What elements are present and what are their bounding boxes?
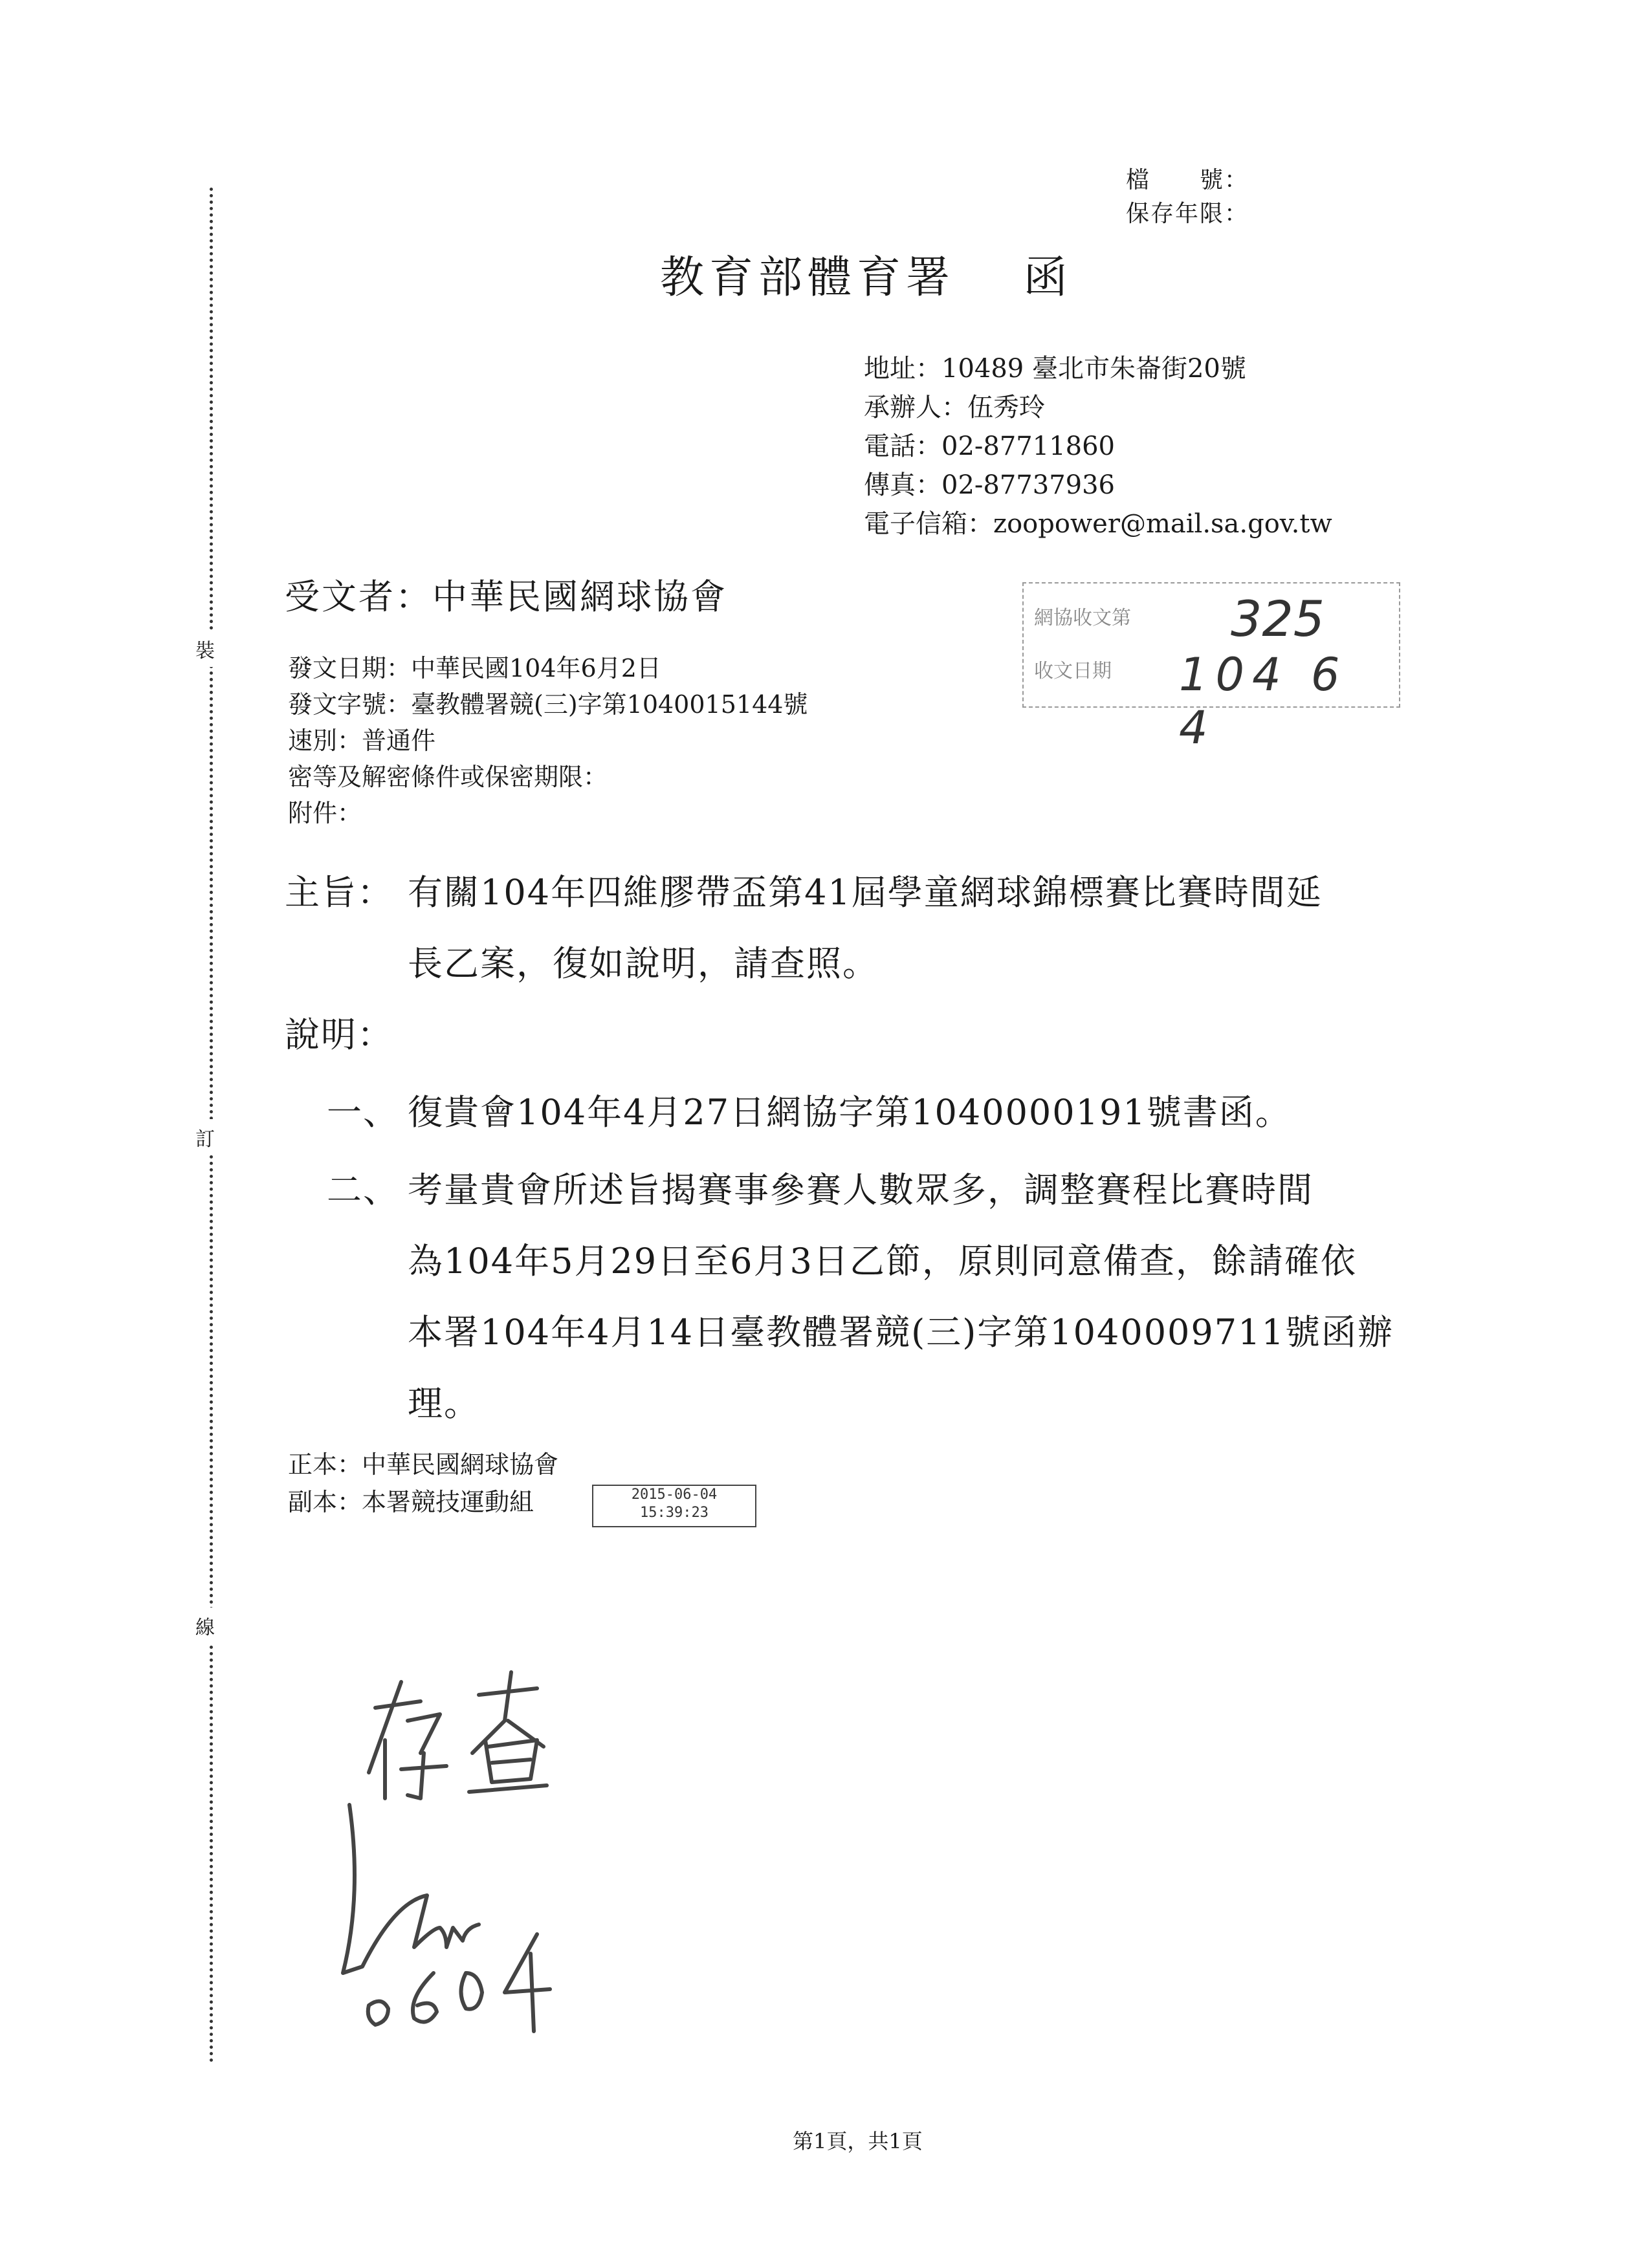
contact-phone: 電話：02-87711860 xyxy=(864,431,1116,461)
meta-block xyxy=(288,650,808,831)
received-date-text: 收文日期 xyxy=(1034,660,1112,682)
subject-line-2: 長乙案，復如說明，請查照。 xyxy=(408,943,879,984)
issue-date: 發文日期：中華民國104年6月2日 xyxy=(288,654,661,682)
binding-mark-ding: 訂 xyxy=(195,1119,215,1155)
contact-block xyxy=(864,349,1332,543)
binding-mark-xian: 線 xyxy=(195,1608,215,1644)
contact-address: 地址：10489 臺北市朱崙街20號 xyxy=(864,354,1246,384)
subject-line-1: 有關104年四維膠帶盃第41屆學童網球錦標賽比賽時間延 xyxy=(408,872,1323,913)
stamp-time: 15:39:23 xyxy=(640,1505,709,1521)
copy-recipient: 副本：本署競技運動組 xyxy=(288,1488,534,1516)
file-number-label: 檔 號： xyxy=(1126,167,1249,193)
explanation-label: 說明： xyxy=(285,1014,393,1055)
recipient-line: 受文者：中華民國網球協會 xyxy=(285,576,727,617)
subject-label: 主旨： xyxy=(285,872,393,913)
speed-class: 速別：普通件 xyxy=(288,726,436,755)
attachments: 附件： xyxy=(288,799,362,827)
handwritten-annotation xyxy=(324,1669,686,2109)
contact-fax: 傳真：02-87737936 xyxy=(864,470,1116,500)
contact-email: 電子信箱：zoopower@mail.sa.gov.tw xyxy=(864,509,1332,539)
binding-mark-zhuang: 裝 xyxy=(195,631,215,667)
received-number-handwritten: 325 xyxy=(1231,590,1325,648)
item-2-line-3: 本署104年4月14日臺教體署競(三)字第1040009711號函辦 xyxy=(408,1312,1394,1353)
exchange-timestamp-stamp xyxy=(592,1485,756,1527)
retention-period-label: 保存年限： xyxy=(1126,201,1249,227)
item-2-line-1: 考量貴會所述旨揭賽事參賽人數眾多，調整賽程比賽時間 xyxy=(408,1170,1314,1210)
received-stamp xyxy=(1022,582,1400,754)
stamp-date: 2015-06-04 xyxy=(631,1487,718,1503)
item-1-line-1: 復貴會104年4月27日網協字第1040000191號書函。 xyxy=(408,1092,1292,1133)
document-title: 教育部體育署 函 xyxy=(660,252,1073,303)
confidentiality: 密等及解密條件或保密期限： xyxy=(288,763,608,791)
item-2-line-4: 理。 xyxy=(408,1383,480,1424)
item-1-marker: 一、 xyxy=(327,1092,399,1133)
item-2-line-2: 為104年5月29日至6月3日乙節，原則同意備查，餘請確依 xyxy=(408,1241,1357,1281)
received-date-handwritten: 104 6 4 xyxy=(1179,648,1348,754)
issue-number: 發文字號：臺教體署競(三)字第1040015144號 xyxy=(288,690,808,719)
received-stamp-text: 網協收文第 xyxy=(1034,607,1131,629)
page-footer: 第1頁，共1頁 xyxy=(793,2129,923,2154)
item-2-marker: 二、 xyxy=(327,1170,399,1210)
contact-officer: 承辦人：伍秀玲 xyxy=(864,393,1045,422)
original-recipient: 正本：中華民國網球協會 xyxy=(288,1450,559,1479)
